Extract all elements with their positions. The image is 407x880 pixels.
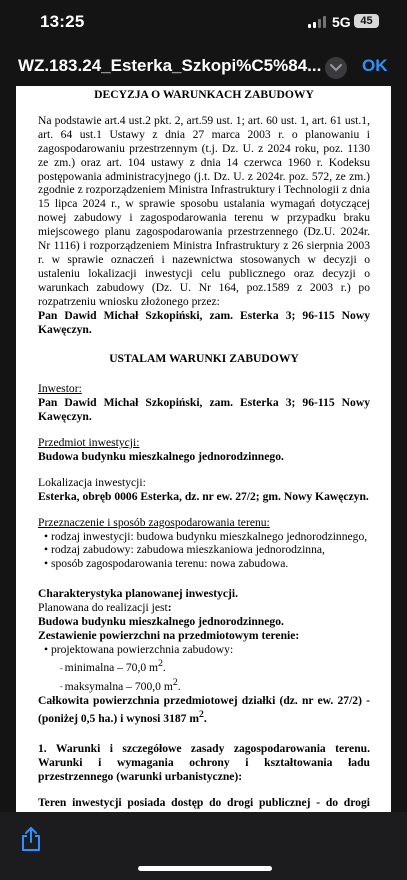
road-access-text: Teren inwestycji posiada dostęp do drogi publicznej - do drogi — [38, 795, 370, 809]
applicant-text: Pan Dawid Michał Szkopiński, zam. Esterka 3; 96-115 Nowy Kawęczyn. — [38, 308, 370, 336]
purpose-item: • rodzaj zabudowy: zabudowa mieszkaniowa jednorodzinna, — [38, 543, 370, 557]
planned-label: Planowana do realizacji jest — [38, 601, 168, 615]
document-title: WZ.183.24_Esterka_Szkopi%C5%84... — [18, 56, 322, 75]
purpose-item: • rodzaj inwestycji: budowa budynku mieszkalnego jednorodzinnego, — [38, 530, 370, 544]
subject-value: Budowa budynku mieszkalnego jednorodzinnego. — [38, 449, 284, 463]
status-bar — [0, 0, 407, 44]
home-indicator[interactable] — [138, 866, 272, 871]
location-value: Esterka, obręb 0006 Esterka, dz. nr ew. 27/2; gm. Nowy Kawęczyn. — [38, 489, 369, 503]
battery-icon: 45 — [354, 14, 379, 28]
chevron-down-icon — [330, 64, 342, 72]
investor-value: Pan Dawid Michał Szkopiński, zam. Esterka 3; 96-115 Nowy Kawęczyn. — [38, 396, 370, 424]
area-heading: Zestawienie powierzchni na przedmiotowym terenie: — [38, 629, 300, 642]
purpose-item: • sposób zagospodarowania terenu: nowa zabudowa. — [38, 557, 370, 571]
legal-basis-paragraph: Na podstawie art.4 ust.2 pkt. 2, art.59 ust. 1; art. 60 ust. 1, art. 61 ust.1, art. 64 ust.1 Ustawy z dnia 27 marca 2003 r. o planowaniu i zagospodarowaniu przestrzennym (t.j. Dz. U. z 2024 roku, poz. 1130 ze zm.) oraz art. 104 ustawy z dnia 14 czerwca 1960 r. Kodeksu postępowania administracyjnego (j.t. Dz. U. z 2024r. poz. 572, ze zm.) zgodnie z rozporządzeniem Ministra Infrastruktury i Technologii z dnia 15 lipca 2024 r., w sprawie sposobu ustalania wymagań dotyczącej nowej zabudowy i zagospodarowania terenu w przypadku braku miejscowego planu zagospodarowania przestrzennego (Dz.U. 2024r. Nr 1116) i rozporządzeniem Ministra Infrastruktury z 26 sierpnia 2003 r. w sprawie oznaczeń i nazewnictwa stosowanych w decyzji o ustaleniu lokalizacji inwestycji celu publicznego oraz decyzji o warunkach zabudowy (Dz. U. Nr 164, poz.1589 z 2003 r.) po rozpatrzeniu wniosku złożonego przez: — [38, 113, 370, 308]
investor-label: Inwestor: — [38, 382, 82, 396]
ok-button[interactable]: OK — [362, 56, 388, 75]
title-menu-button[interactable] — [325, 57, 347, 79]
decision-heading: DECYZJA O WARUNKACH ZABUDOWY — [94, 88, 314, 101]
point-1-heading: 1. Warunki i szczegółowe zasady zagospodarowania terenu. Warunki i wymagania ochrony i kształtowania ładu przestrzennego (warunki urbanistyczne): — [38, 742, 370, 783]
signal-icon — [308, 16, 326, 28]
subject-label: Przedmiot inwestycji: — [38, 436, 140, 450]
purpose-label: Przeznaczenie i sposób zagospodarowania terenu: — [38, 515, 270, 529]
network-type: 5G — [332, 14, 351, 30]
area-item: • projektowana powierzchnia zabudowy: — [38, 643, 370, 657]
planned-line: Planowana do realizacji jest: — [38, 601, 172, 615]
section-heading: USTALAM WARUNKI ZABUDOWY — [109, 352, 299, 366]
planned-value: Budowa budynku mieszkalnego jednorodzinnego. — [38, 615, 284, 629]
document-header — [0, 50, 407, 84]
location-label: Lokalizacja inwestycji: — [38, 475, 146, 489]
area-max: - maksymalna – 700,0 $m^2$. — [38, 676, 370, 695]
document-page[interactable] — [16, 86, 391, 812]
share-button[interactable] — [20, 826, 42, 852]
area-min: - minimalna – 70,0 $m^2$. — [38, 657, 370, 676]
characteristics-heading: Charakterystyka planowanej inwestycji. — [38, 587, 238, 601]
status-time: 13:25 — [40, 12, 85, 31]
total-area: Całkowita powierzchnia przedmiotowej działki (dz. nr ew. 27/2) - (poniżej 0,5 ha.) i wynosi 3187 $m^2$. — [38, 694, 370, 726]
share-icon — [20, 826, 42, 852]
